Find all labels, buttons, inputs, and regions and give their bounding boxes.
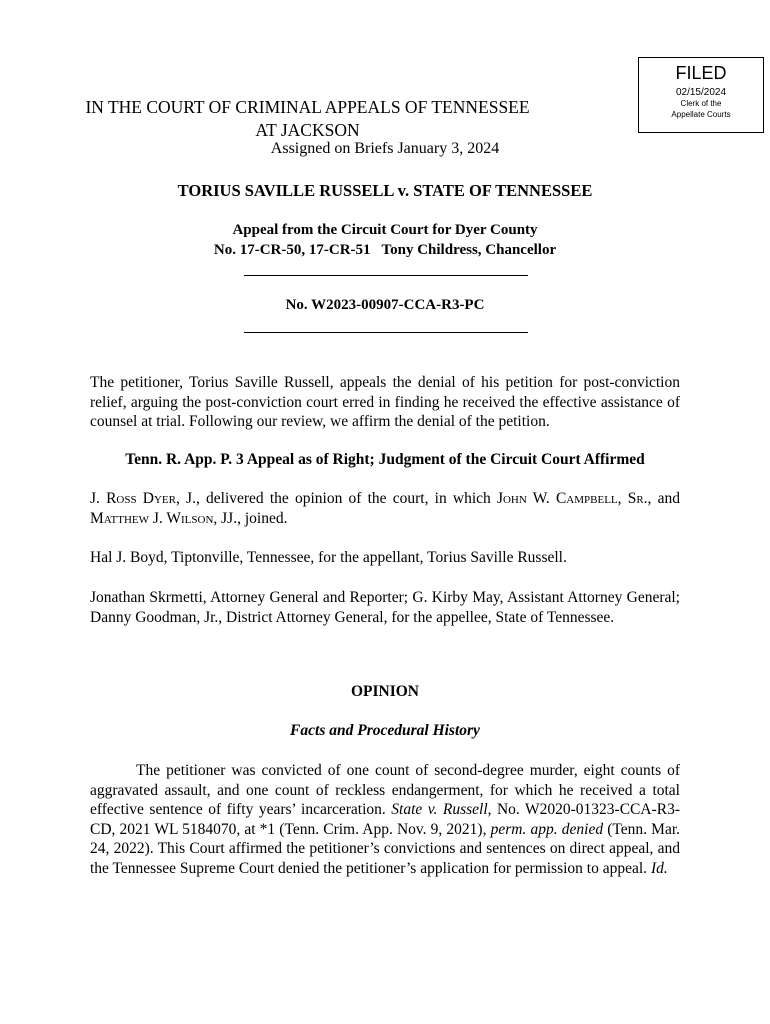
stamp-court-line: Appellate Courts — [671, 110, 731, 119]
case-title: TORIUS SAVILLE RUSSELL v. STATE OF TENNESSEE — [177, 181, 593, 200]
appeal-info — [0, 220, 770, 260]
joining-judge-1: John W. Campbell, Sr. — [496, 490, 648, 507]
judge-name: Ross Dyer — [106, 490, 176, 507]
court-line-2: AT JACKSON — [255, 120, 360, 140]
section-heading: Facts and Procedural History — [290, 722, 480, 739]
stamp-clerk-line: Clerk of the — [680, 99, 722, 108]
stamp-date: 02/15/2024 — [675, 87, 727, 98]
divider-top — [244, 275, 528, 276]
authorship-end: , JJ., joined. — [213, 509, 288, 527]
summary-paragraph: The petitioner, Torius Saville Russell, appeals the denial of his petition for post-conviction relief, arguing the post-conviction court erred in finding he received the effective assistance of counsel at trial. Following our review, we affirm the denial of the petition. — [90, 374, 680, 430]
perm-app-denied: perm. app. denied — [490, 820, 604, 838]
case-citation: State v. Russell — [391, 801, 488, 818]
docket-number: No. W2023-00907-CCA-R3-PC — [285, 297, 485, 313]
stamp-title: FILED — [675, 63, 727, 83]
body-text-b: , No. W2020-01323-CCA-R3-CD, 2021 WL 5184070, at *1 (Tenn. Crim. App. Nov. 9, 2021), — [90, 801, 680, 838]
court-line-1: IN THE COURT OF CRIMINAL APPEALS OF TENNESSEE — [85, 97, 530, 117]
body-text-c: (Tenn. Mar. 24, 2022). This Court affirmed the petitioner’s convictions and sentences on direct appeal, and the Tennessee Supreme Court denied the petitioner’s application for permission to appeal. — [90, 820, 681, 877]
counsel-appellant: Hal J. Boyd, Tiptonville, Tennessee, for the appellant, Torius Saville Russell. — [90, 549, 567, 566]
disposition: Tenn. R. App. P. 3 Appeal as of Right; Judgment of the Circuit Court Affirmed — [125, 451, 645, 468]
authorship-text: , J., delivered the opinion of the court, in which — [176, 490, 497, 507]
authorship-and: , and — [647, 490, 680, 507]
counsel-appellee: Jonathan Skrmetti, Attorney General and Reporter; G. Kirby May, Assistant Attorney General; Danny Goodman, Jr., District Attorney General, for the appellee, State of Tennessee. — [90, 589, 680, 626]
body-text-a: The petitioner was convicted of one count of second-degree murder, eight counts of aggravated assault, and one count of reckless endangerment, for which he received a total effective sentence of fifty years’ incarceration. — [90, 762, 680, 818]
assigned-date: Assigned on Briefs January 3, 2024 — [270, 140, 500, 157]
court-name — [0, 96, 770, 142]
body-paragraph-1 — [90, 761, 680, 878]
judge-prefix: J. — [90, 490, 107, 507]
opinion-heading: OPINION — [350, 683, 420, 700]
joining-judge-2: Matthew J. Wilson — [90, 509, 214, 527]
id-citation: Id. — [650, 859, 668, 877]
appeal-numbers: No. 17-CR-50, 17-CR-51 Tony Childress, Chancellor — [213, 242, 557, 258]
appeal-court: Appeal from the Circuit Court for Dyer County — [232, 222, 538, 238]
authorship-paragraph — [90, 489, 680, 528]
divider-bottom — [244, 332, 528, 333]
